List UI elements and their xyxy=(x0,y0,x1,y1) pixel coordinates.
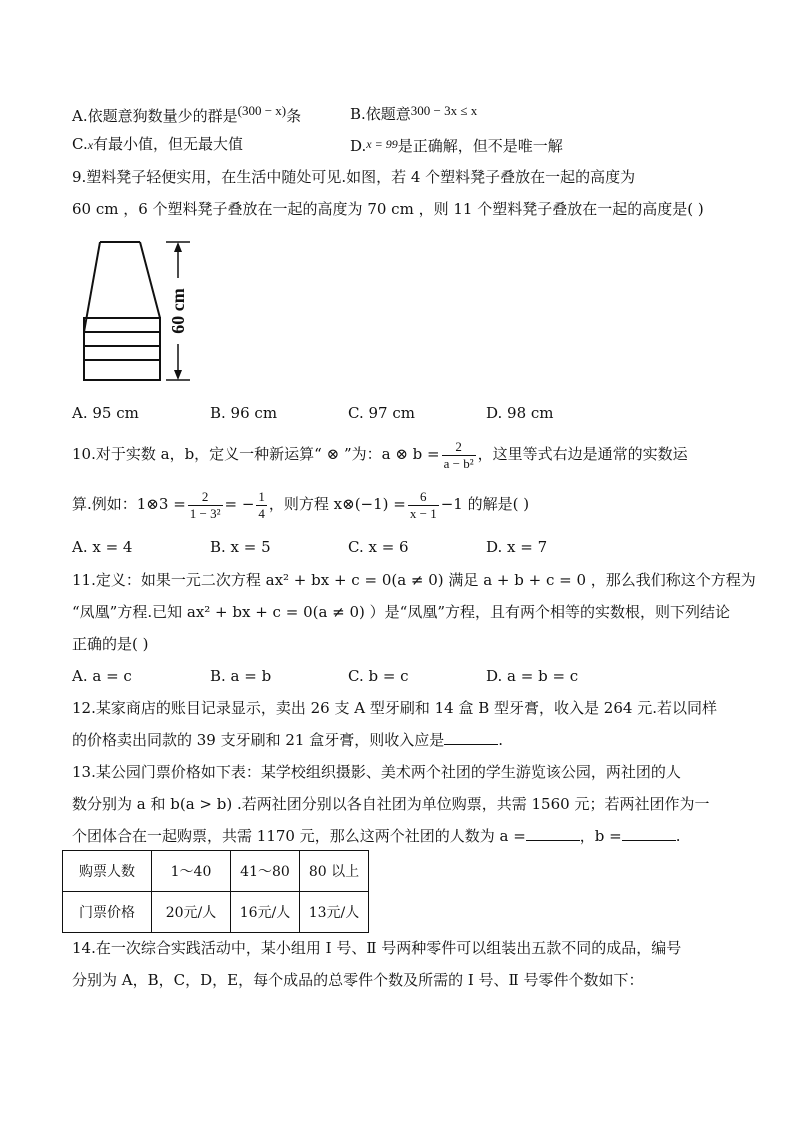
table-cell: 购票人数 xyxy=(63,851,152,892)
fraction-numerator: 2 xyxy=(455,438,462,454)
fraction-denominator: a − b² xyxy=(443,455,474,471)
fraction-numerator: 2 xyxy=(201,488,209,504)
q12-line2-text: 的价格卖出同款的 39 支牙刷和 21 盒牙膏，则收入应是 xyxy=(72,731,445,749)
q12-text-line2: 的价格卖出同款的 39 支牙刷和 21 盒牙膏，则收入应是 . xyxy=(72,731,504,749)
stacked-stools-figure xyxy=(70,236,200,386)
table-cell: 20元/人 xyxy=(152,892,231,933)
q9-text-line2: 60 cm ，6 个塑料凳子叠放在一起的高度为 70 cm ，则 11 个塑料凳子叠放在一起的高度是( ) xyxy=(72,200,704,218)
q8-option-c-tail: 有最小值，但无最大值 xyxy=(93,135,244,153)
q10-option-c[interactable]: C. x = 6 xyxy=(348,538,409,556)
q12-text-line1: 12.某家商店的账目记录显示，卖出 26 支 A 型牙刷和 14 盒 B 型牙膏，收入是 264 元.若以同样 xyxy=(72,699,717,717)
arrow-up-icon xyxy=(174,242,182,252)
stool-layer-1 xyxy=(84,318,160,332)
table-row xyxy=(63,892,369,933)
q10-line2-part3: ，则方程 x⊗(−1) = xyxy=(268,495,406,513)
q8-option-d[interactable] xyxy=(350,133,563,157)
table-cell: 13元/人 xyxy=(300,892,369,933)
q13-answer-blank-b[interactable] xyxy=(622,840,676,841)
q13-text-line3: 个团体合在一起购票，共需 1170 元，那么这两个社团的人数为 a = ，b = . xyxy=(72,827,681,845)
q10-line1-part2: ，这里等式右边是通常的实数运 xyxy=(477,445,688,463)
q10-line1-part1: 10.对于实数 a，b，定义一种新运算“ ⊗ ”为：a ⊗ b = xyxy=(72,445,440,463)
q10-line2-part4: −1 的解是( ) xyxy=(440,495,530,513)
q10-text-line1 xyxy=(72,436,688,472)
q8-option-b-label: B.依题意 xyxy=(350,105,411,123)
table-row xyxy=(63,851,369,892)
stool-layer-2 xyxy=(84,332,160,346)
height-label: 60 cm xyxy=(168,288,188,334)
q8-option-d-label: D. xyxy=(350,137,367,155)
table-cell: 80 以上 xyxy=(300,851,369,892)
q10-fraction-quarter xyxy=(256,489,267,522)
q8-option-a-expr: (300 − x) xyxy=(237,103,287,118)
arrow-down-icon xyxy=(174,370,182,380)
q13-line3-part1: 个团体合在一起购票，共需 1170 元，那么这两个社团的人数为 a = xyxy=(72,827,526,845)
q13-answer-blank-a[interactable] xyxy=(526,840,580,841)
q11-option-b[interactable]: B. a = b xyxy=(210,667,272,685)
q13-line3-part2: ，b = xyxy=(579,827,622,845)
q12-answer-blank[interactable] xyxy=(444,744,498,745)
q10-fraction-definition xyxy=(442,439,476,472)
fraction-denominator: 1 − 3² xyxy=(189,505,221,521)
q11-option-a[interactable]: A. a = c xyxy=(72,667,132,685)
q8-option-c-var: x xyxy=(87,138,94,152)
q14-text-line1: 14.在一次综合实践活动中，某小组用 Ⅰ 号、Ⅱ 号两种零件可以组装出五款不同的成品，编号 xyxy=(72,939,682,957)
q10-fraction-equation xyxy=(408,489,439,522)
table-cell: 16元/人 xyxy=(231,892,300,933)
q9-option-c[interactable]: C. 97 cm xyxy=(348,404,415,422)
fraction-denominator: 4 xyxy=(258,505,265,521)
q10-line2-part1: 算.例如：1⊗3 = xyxy=(72,495,186,513)
q14-text-line2: 分别为 A，B，C，D，E，每个成品的总零件个数及所需的 Ⅰ 号、Ⅱ 号零件个数如下： xyxy=(72,971,644,989)
q10-text-line2 xyxy=(72,486,529,522)
q11-text-line3: 正确的是( ) xyxy=(72,635,149,653)
q8-option-a-tail: 条 xyxy=(286,107,302,125)
q8-option-b-expr: 300 − 3x ≤ x xyxy=(410,103,478,118)
table-cell: 1～40 xyxy=(152,851,231,892)
q8-option-c[interactable] xyxy=(72,133,243,156)
table-cell: 门票价格 xyxy=(63,892,152,933)
q10-option-a[interactable]: A. x = 4 xyxy=(72,538,133,556)
stool-right-edge xyxy=(140,242,160,318)
q8-option-d-tail: 是正确解，但不是唯一解 xyxy=(397,137,563,155)
q11-text-line1: 11.定义：如果一元二次方程 ax² + bx + c = 0(a ≠ 0) 满足 a + b + c = 0 ，那么我们称这个方程为 xyxy=(72,571,756,589)
q11-option-d[interactable]: D. a = b = c xyxy=(486,667,579,685)
q8-option-c-label: C. xyxy=(72,135,88,153)
fraction-numerator: 1 xyxy=(258,488,265,504)
q10-line2-part2: = − xyxy=(224,495,255,513)
stool-layer-4 xyxy=(84,360,160,380)
fraction-denominator: x − 1 xyxy=(409,505,437,521)
q8-option-a[interactable] xyxy=(72,100,301,127)
fraction-numerator: 6 xyxy=(420,488,427,504)
q13-text-line1: 13.某公园门票价格如下表：某学校组织摄影、美术两个社团的学生游览该公园，两社团的人 xyxy=(72,763,681,781)
q10-option-b[interactable]: B. x = 5 xyxy=(210,538,271,556)
q11-text-line2: “凤凰”方程.已知 ax² + bx + c = 0(a ≠ 0) ）是“凤凰”方程，且有两个相等的实数根，则下列结论 xyxy=(72,603,731,621)
q10-option-d[interactable]: D. x = 7 xyxy=(486,538,548,556)
ticket-price-table xyxy=(62,850,369,933)
q11-option-c[interactable]: C. b = c xyxy=(348,667,409,685)
q9-text-line1: 9.塑料凳子轻便实用，在生活中随处可见.如图，若 4 个塑料凳子叠放在一起的高度为 xyxy=(72,168,636,186)
q9-option-a[interactable]: A. 95 cm xyxy=(72,404,139,422)
q8-option-b[interactable] xyxy=(350,100,477,125)
q9-option-b[interactable]: B. 96 cm xyxy=(210,404,278,422)
q8-option-d-expr: x = 99 xyxy=(366,137,398,151)
stool-layer-3 xyxy=(84,346,160,360)
q8-option-a-label: A.依题意狗数量少的群是 xyxy=(72,107,238,125)
q9-option-d[interactable]: D. 98 cm xyxy=(486,404,554,422)
q10-fraction-example xyxy=(188,489,223,522)
q13-text-line2: 数分别为 a 和 b(a > b) .若两社团分别以各自社团为单位购票，共需 1560 元；若两社团作为一 xyxy=(72,795,710,813)
table-cell: 41～80 xyxy=(231,851,300,892)
